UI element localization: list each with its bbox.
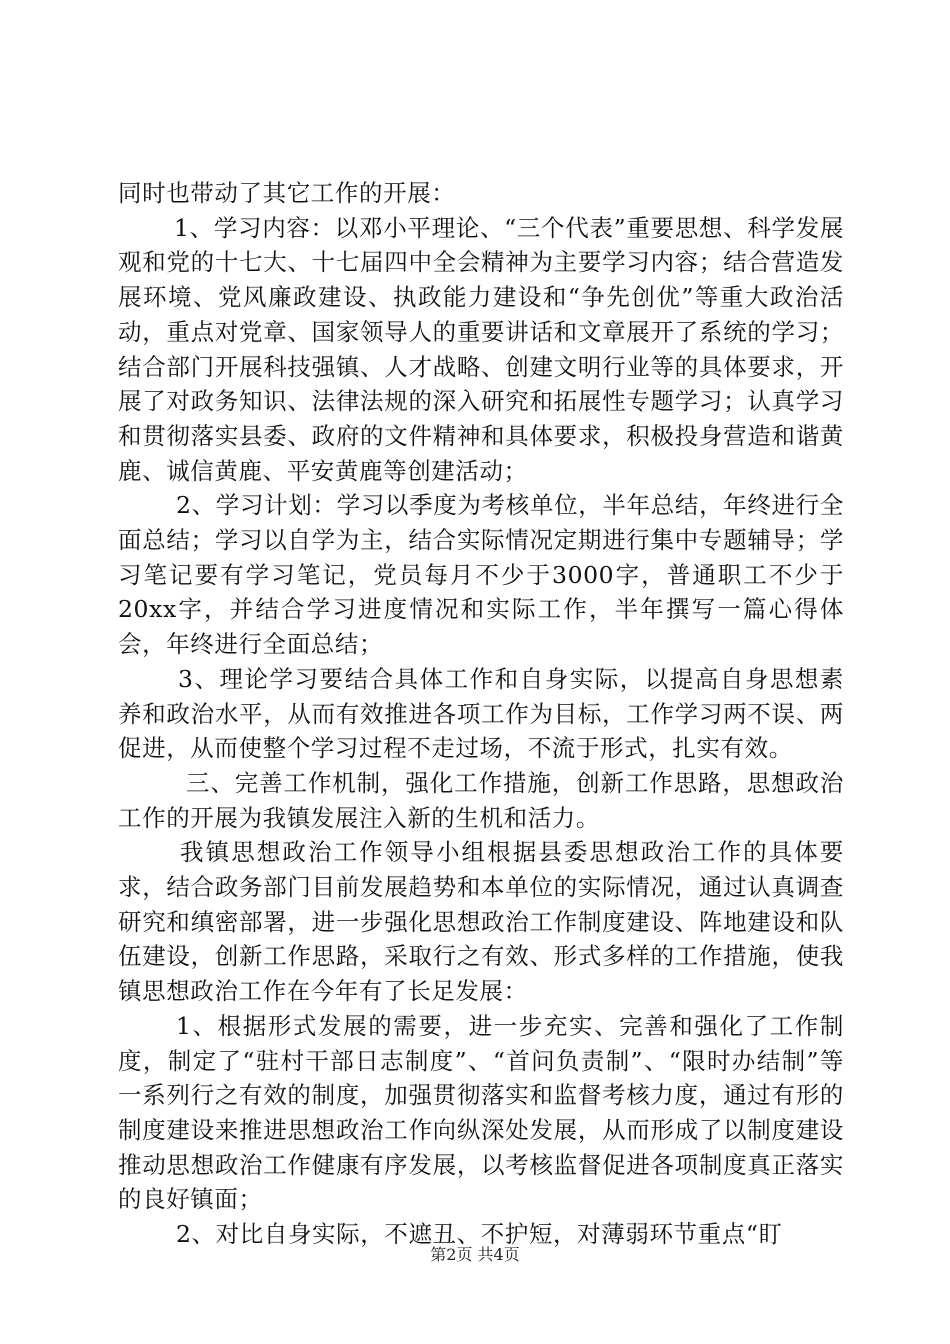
paragraph-continuation: 同时也带动了其它工作的开展： (118, 179, 456, 207)
paragraph-leadership-group: 我镇思想政治工作领导小组根据县委思想政治工作的具体要求，结合政务部门目前发展趋势和本单位的实际情况，通过认真调查研究和缜密部署，进一步强化思想政治工作制度建设、阵地建设和队伍建设，创新工作思路，采取行之有效、形式多样的工作措施，使我镇思想政治工作在今年有了长足发展： (118, 838, 844, 1006)
paragraph-theory-study: 3、理论学习要结合具体工作和自身实际，以提高自身思想素养和政治水平，从而有效推进各项工作为目标，工作学习两不误、两促进，从而使整个学习过程不走过场，不流于形式，扎实有效。 (118, 664, 844, 763)
paragraph-work-system: 1、根据形式发展的需要，进一步充实、完善和强化了工作制度，制定了“驻村干部日志制度”、“首问负责制”、“限时办结制”等一系列行之有效的制度，加强贯彻落实和监督考核力度，通过有形的制度建设来推进思想政治工作向纵深处发展，从而形成了以制度建设推动思想政治工作健康有序发展，以考核监督促进各项制度真正落实的良好镇面； (118, 1011, 844, 1214)
paragraph-self-comparison: 2、对比自身实际，不遮丑、不护短，对薄弱环节重点“盯 (176, 1220, 783, 1249)
document-body (118, 176, 844, 1252)
paragraph-study-content: 1、学习内容：以邓小平理论、“三个代表”重要思想、科学发展观和党的十七大、十七届四中全会精神为主要学习内容；结合营造发展环境、党风廉政建设、执政能力建设和“争先创优”等重大政治活动，重点对党章、国家领导人的重要讲话和文章展开了系统的学习；结合部门开展科技强镇、人才战略、创建文明行业等的具体要求，开展了对政务知识、法律法规的深入研究和拓展性专题学习；认真学习和贯彻落实县委、政府的文件精神和具体要求，积极投身营造和谐黄鹿、诚信黄鹿、平安黄鹿等创建活动； (118, 213, 844, 485)
page-footer: 第2页 共4页 (430, 1245, 520, 1264)
section-heading-three: 三、完善工作机制，强化工作措施，创新工作思路，思想政治工作的开展为我镇发展注入新的生机和活力。 (118, 768, 844, 832)
paragraph-study-plan: 2、学习计划：学习以季度为考核单位，半年总结，年终进行全面总结；学习以自学为主，结合实际情况定期进行集中专题辅导；学习笔记要有学习笔记，党员每月不少于3000字，普通职工不少于20xx字，并结合学习进度情况和实际工作，半年撰写一篇心得体会，年终进行全面总结； (118, 491, 844, 659)
